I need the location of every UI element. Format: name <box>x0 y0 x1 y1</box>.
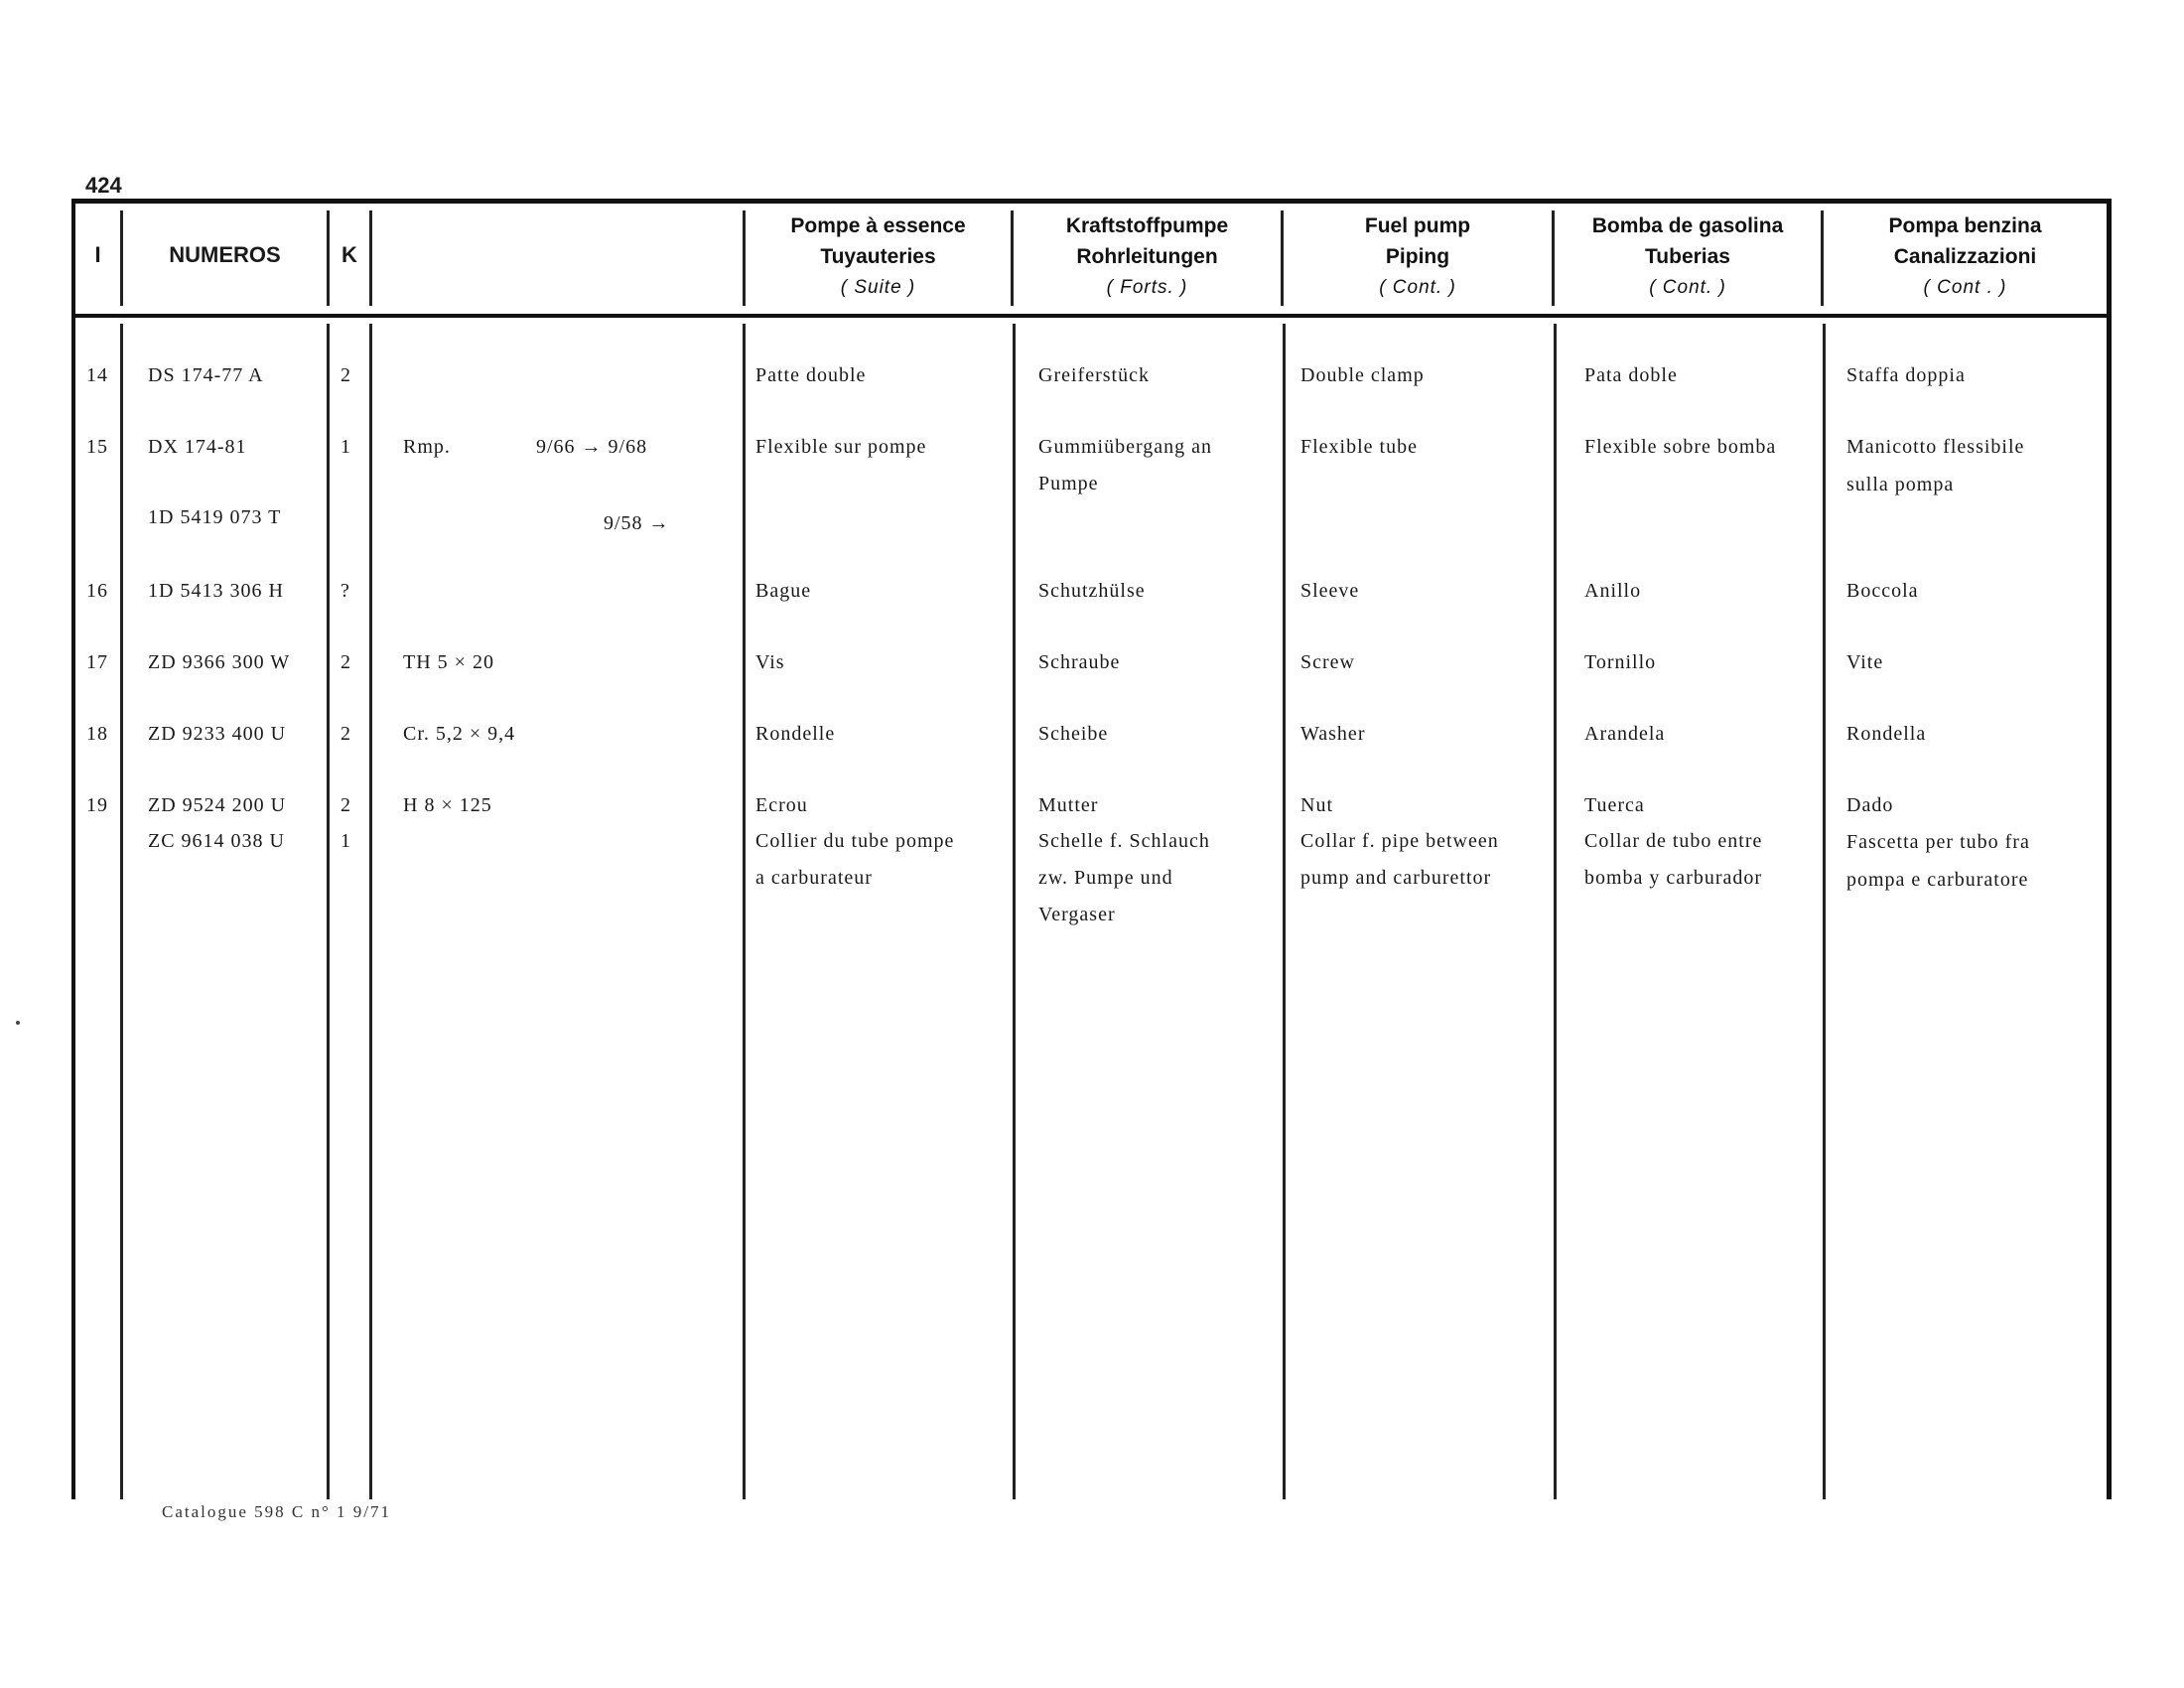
row-desc-fr: Ecrou <box>755 794 808 816</box>
row-qty: 2 <box>341 723 351 745</box>
row-part-number: DS 174-77 A <box>148 364 264 386</box>
header-french-title: Pompe à essence <box>790 214 966 237</box>
header-italian-subtitle: Canalizzazioni <box>1893 245 2037 268</box>
table-top-border <box>72 199 2112 204</box>
header-italian-title: Pompa benzina <box>1888 214 2042 237</box>
row-qty: 2 <box>341 651 351 673</box>
row-desc-es: Collar de tubo entre <box>1584 830 1763 852</box>
column-divider <box>327 324 330 1499</box>
row-desc-es: Anillo <box>1584 580 1642 602</box>
header-ref: I <box>94 242 101 267</box>
row-desc-fr: Rondelle <box>755 723 836 745</box>
row-desc-de: Gummiübergang an <box>1038 436 1213 458</box>
row-desc-en: Flexible tube <box>1300 436 1418 458</box>
row-part-number: 1D 5419 073 T <box>148 506 282 528</box>
row-note: Rmp. <box>403 436 451 458</box>
row-part-number: 1D 5413 306 H <box>148 580 284 602</box>
header-french-subtitle: Tuyauteries <box>820 245 936 268</box>
row-desc-de: Greiferstück <box>1038 364 1150 386</box>
row-desc-it: Staffa doppia <box>1846 364 1966 386</box>
row-desc-en: Double clamp <box>1300 364 1425 386</box>
row-desc-it: Vite <box>1846 651 1884 673</box>
header-qty: K <box>341 242 357 267</box>
header-english-title: Fuel pump <box>1364 214 1471 237</box>
row-desc-en: Collar f. pipe between <box>1300 830 1499 852</box>
row-desc-de: zw. Pumpe und <box>1038 867 1173 889</box>
row-part-number: ZC 9614 038 U <box>148 830 285 852</box>
header-french-cont: ( Suite ) <box>840 277 916 298</box>
header-spanish-cont: ( Cont. ) <box>1649 277 1726 298</box>
row-desc-fr: Bague <box>755 580 812 602</box>
row-desc-en: Washer <box>1300 723 1366 745</box>
row-note: TH 5 × 20 <box>403 651 494 673</box>
column-divider <box>369 324 372 1499</box>
header-english <box>1284 211 1552 310</box>
header-french <box>746 211 1011 310</box>
row-desc-it: Rondella <box>1846 723 1927 745</box>
row-desc-es: Arandela <box>1584 723 1666 745</box>
row-note-date: 9/66 → 9/68 <box>536 436 648 458</box>
row-note: H 8 × 125 <box>403 794 492 816</box>
row-desc-es: Flexible sobre bomba <box>1584 436 1777 458</box>
column-divider <box>120 324 123 1499</box>
row-desc-de: Mutter <box>1038 794 1099 816</box>
row-desc-it: sulla pompa <box>1846 474 1955 495</box>
page-number: 424 <box>85 173 122 198</box>
header-german-subtitle: Rohrleitungen <box>1076 245 1218 268</box>
row-desc-fr: Flexible sur pompe <box>755 436 927 458</box>
column-divider <box>1283 324 1286 1499</box>
column-divider <box>1554 324 1557 1499</box>
catalogue-footer: Catalogue 598 C n° 1 9/71 <box>162 1502 392 1521</box>
row-note-date: 9/58 → <box>604 512 670 534</box>
row-ref: 17 <box>86 651 108 673</box>
row-ref: 19 <box>86 794 108 816</box>
row-desc-en: Sleeve <box>1300 580 1360 602</box>
row-desc-it: Manicotto flessibile <box>1846 436 2025 458</box>
row-ref: 18 <box>86 723 108 745</box>
row-desc-it: Dado <box>1846 794 1894 816</box>
row-desc-fr: Collier du tube pompe <box>755 830 955 852</box>
header-divider <box>75 314 2111 318</box>
header-italian <box>1824 211 2107 310</box>
row-part-number: ZD 9233 400 U <box>148 723 287 745</box>
row-desc-de: Schraube <box>1038 651 1121 673</box>
row-desc-es: bomba y carburador <box>1584 867 1763 889</box>
row-part-number: ZD 9524 200 U <box>148 794 287 816</box>
header-english-subtitle: Piping <box>1385 245 1450 268</box>
row-desc-es: Pata doble <box>1584 364 1678 386</box>
row-desc-en: pump and carburettor <box>1300 867 1492 889</box>
row-desc-de: Schelle f. Schlauch <box>1038 830 1210 852</box>
table-right-border <box>2107 199 2112 1499</box>
row-qty: 1 <box>341 830 351 852</box>
table-left-border <box>71 199 75 1499</box>
row-desc-de: Schutzhülse <box>1038 580 1146 602</box>
header-spanish-title: Bomba de gasolina <box>1591 214 1784 237</box>
row-qty: 2 <box>341 794 351 816</box>
header-italian-cont: ( Cont . ) <box>1923 277 2007 298</box>
scan-speck <box>16 1021 20 1025</box>
row-desc-de: Pumpe <box>1038 473 1099 494</box>
row-desc-fr: Patte double <box>755 364 867 386</box>
column-divider <box>1013 324 1016 1499</box>
header-spanish-subtitle: Tuberias <box>1645 245 1730 268</box>
header-english-cont: ( Cont. ) <box>1379 277 1456 298</box>
row-qty: 1 <box>341 436 351 458</box>
row-desc-it: Boccola <box>1846 580 1919 602</box>
row-desc-it: pompa e carburatore <box>1846 869 2029 891</box>
row-desc-it: Fascetta per tubo fra <box>1846 831 2030 853</box>
row-ref: 16 <box>86 580 108 602</box>
row-qty: 2 <box>341 364 351 386</box>
row-desc-es: Tuerca <box>1584 794 1645 816</box>
column-divider <box>1823 324 1826 1499</box>
row-note: Cr. 5,2 × 9,4 <box>403 723 516 745</box>
row-ref: 15 <box>86 436 108 458</box>
row-part-number: ZD 9366 300 W <box>148 651 291 673</box>
row-qty: ? <box>341 580 350 602</box>
row-desc-de: Vergaser <box>1038 904 1116 925</box>
header-numbers: NUMEROS <box>169 242 281 267</box>
row-desc-fr: a carburateur <box>755 867 873 889</box>
row-ref: 14 <box>86 364 108 386</box>
row-desc-es: Tornillo <box>1584 651 1657 673</box>
column-divider <box>743 324 746 1499</box>
row-desc-de: Scheibe <box>1038 723 1109 745</box>
row-desc-en: Nut <box>1300 794 1333 816</box>
row-desc-fr: Vis <box>755 651 785 673</box>
row-part-number: DX 174-81 <box>148 436 247 458</box>
header-german-cont: ( Forts. ) <box>1106 277 1188 298</box>
row-desc-en: Screw <box>1300 651 1355 673</box>
header-spanish <box>1555 211 1821 310</box>
column-divider <box>369 211 372 306</box>
header-german-title: Kraftstoffpumpe <box>1065 214 1229 237</box>
header-german <box>1014 211 1281 310</box>
